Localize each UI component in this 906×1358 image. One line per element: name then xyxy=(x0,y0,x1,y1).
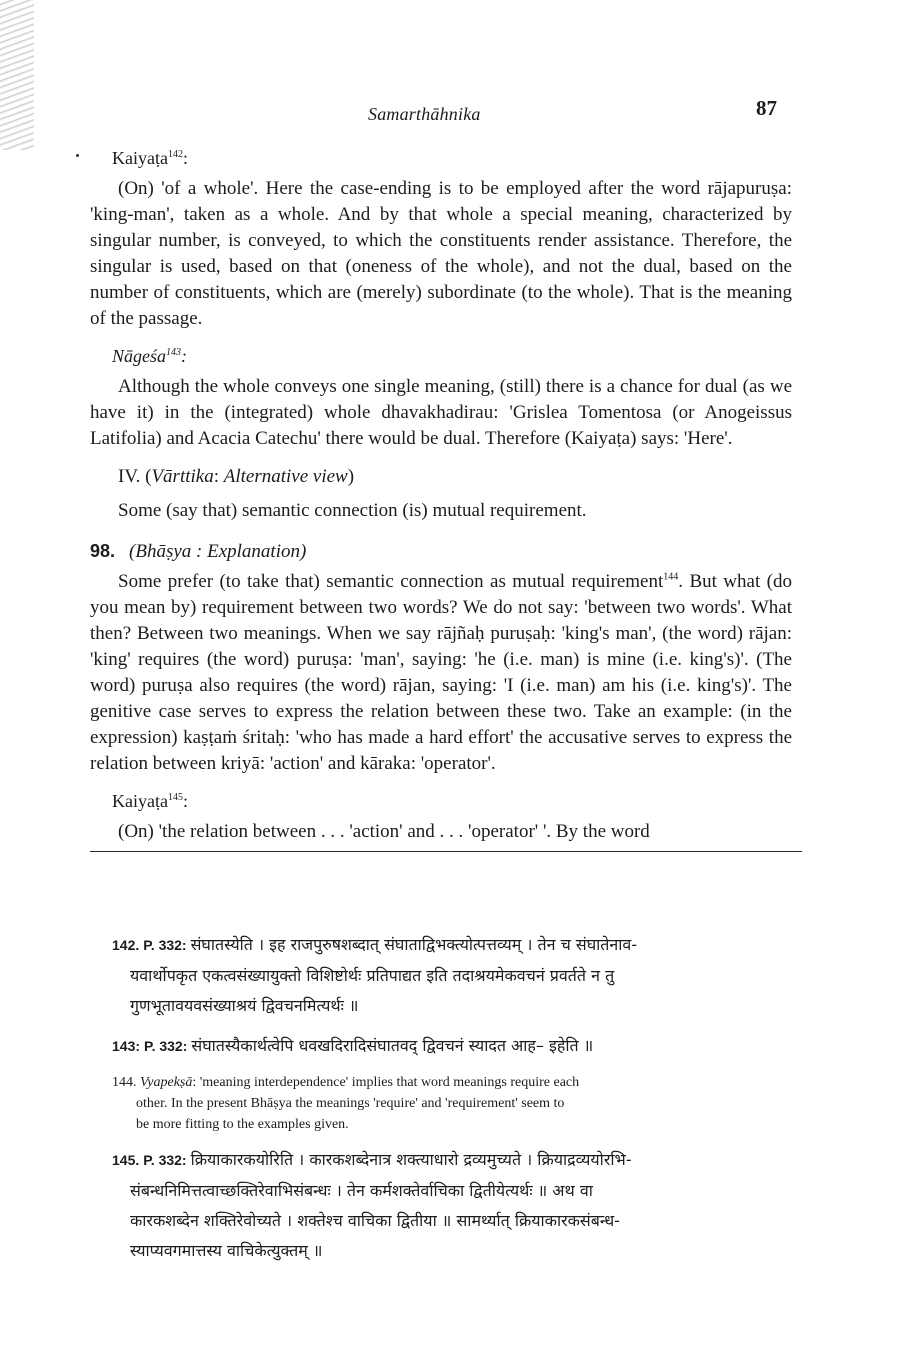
label-colon: : xyxy=(181,346,187,366)
scan-edge-artifact xyxy=(0,0,34,150)
footnote-line: यवार्थोपकृत एकत्वसंख्यायुक्तो विशिष्टोर्थः प्रतिपाद्यत इति तदाश्रयमेकवचनं प्रवर्तते न तु xyxy=(130,966,615,985)
footnote-first-line xyxy=(112,1031,806,1062)
footnote-line: : 'meaning interdependence' implies that word meanings require each xyxy=(192,1075,580,1090)
footnote-line: संघातस्यैकार्थत्वेपि धवखदिरादिसंघातवद् द्विवचनं स्यादत आह– इहेति ॥ xyxy=(191,1036,594,1055)
footnote-ref-142: 142 xyxy=(167,149,183,160)
footnote-ref-143: 143 xyxy=(166,347,181,358)
footnote-first-line xyxy=(112,1145,806,1176)
footnote-ref: P. 332: xyxy=(143,937,187,953)
footnote-number: 145. xyxy=(112,1152,140,1168)
footnote-ref: P. 332: xyxy=(144,1038,188,1054)
footnote-142 xyxy=(112,930,806,1021)
footnote-line: संघातस्येति । इह राजपुरुषशब्दात् संघाताद्विभक्त्योत्पत्तव्यम् । तेन च संघातेनाव- xyxy=(190,935,638,954)
page-number: 87 xyxy=(756,96,777,120)
footnote-143 xyxy=(112,1031,806,1062)
margin-dot xyxy=(76,154,79,157)
label-colon: : xyxy=(182,791,188,811)
footnote-line: other. In the present Bhāṣya the meanings 'require' and 'requirement' seem to xyxy=(136,1096,565,1111)
heading-subtitle: Alternative view xyxy=(223,466,348,487)
kaiyata-142-label xyxy=(112,146,792,170)
section-number: 98. xyxy=(90,541,116,561)
section-title: (Bhāṣya : Explanation) xyxy=(129,541,307,562)
footnote-number: 143: xyxy=(112,1038,141,1054)
footnote-line: क्रियाकारकयोरिति । कारकशब्देनात्र शक्त्याधारो द्रव्यमुच्यते । क्रियाद्रव्ययोरभि- xyxy=(190,1150,632,1169)
nagesa-143-paragraph: Although the whole conveys one single meaning, (still) there is a chance for dual (as we have it) in the (integrated) whole dhavakhadirau: 'Grislea Tomentosa (or Anogeissus Latifolia) and Acacia Catechu' there would be dual. Therefore (Kaiyaṭa) says: 'Here'. xyxy=(90,376,792,449)
footnote-divider xyxy=(90,851,802,852)
footnote-line: गुणभूतावयवसंख्याश्रयं द्विवचनमित्यर्थः ॥ xyxy=(130,996,359,1015)
footnote-first-line xyxy=(112,930,806,961)
footnote-line: संबन्धनिमित्तत्वाच्छक्तिरेवाभिसंबन्धः । तेन कर्मशक्तेर्वाचिका द्वितीयेत्यर्थः ॥ अथ वा xyxy=(130,1181,593,1200)
running-title: Samarthāhnika xyxy=(368,104,481,124)
main-text xyxy=(90,146,792,870)
vartika-iv-paragraph: Some (say that) semantic connection (is) mutual requirement. xyxy=(118,500,587,521)
label-text: Nāgeśa xyxy=(112,346,166,366)
kaiyata-142-paragraph: (On) 'of a whole'. Here the case-ending is to be employed after the word rājapuruṣa: 'king-man', taken as a whole. And by that whole a special meaning, characterized by singular number, is conveyed, to which the constituents render assistance. Therefore, the singular is used, based on that (oneness of the whole), and not the dual, based on the number of constituents, which are (merely) subordinate (to the whole). That is the meaning of the passage. xyxy=(90,178,792,329)
footnote-number: 144. xyxy=(112,1075,137,1090)
footnote-line: स्याप्यवगमात्तस्य वाचिकेत्युक्तम् ॥ xyxy=(130,1241,323,1260)
footnote-144 xyxy=(112,1072,806,1135)
vartika-iv-heading xyxy=(118,464,792,490)
footnote-line: कारकशब्देन शक्तिरेवोच्यते । शक्तेश्च वाचिका द्वितीया ॥ सामर्थ्यात् क्रियाकारकसंबन्ध- xyxy=(130,1211,620,1230)
footnote-ref-145: 145 xyxy=(167,792,183,803)
label-text: Kaiyaṭa xyxy=(112,148,168,168)
label-text: Kaiyaṭa xyxy=(112,791,168,811)
heading-paren-open: ( xyxy=(145,466,152,487)
section-98-paragraph xyxy=(90,569,792,777)
nagesa-143-label xyxy=(112,344,792,368)
footnotes xyxy=(112,930,806,1276)
kaiyata-145-label xyxy=(112,789,792,813)
kaiyata-145-paragraph: (On) 'the relation between . . . 'action' and . . . 'operator' '. By the word xyxy=(118,821,650,842)
paragraph-part-2: . But what (do you mean by) requirement between two words? We do not say: 'between two words'. What then? Between two meanings. When we say rājñaḥ puruṣaḥ: 'king's man', (the word) rājan: 'king' requires (the word) puruṣa: 'man', saying: 'he (i.e. man) is mine (i.e. king's)'. (The word) puruṣa also requires (the word) rājan, saying: 'I (i.e. man) am his (i.e. king's)'. The genitive case serves to express the relation between these two. Take an example: (in the expression) kaṣṭaṁ śritaḥ: 'who has made a hard effort' the accusative serves to express the relation between kriyā: 'action' and kāraka: 'operator'. xyxy=(90,571,792,774)
heading-separator: : xyxy=(213,466,219,487)
footnote-line: be more fitting to the examples given. xyxy=(136,1117,349,1132)
footnote-first-line xyxy=(112,1072,806,1093)
footnote-ref-144: 144 xyxy=(663,571,679,583)
heading-title: Vārttika xyxy=(151,466,214,487)
paragraph-part-1: Some prefer (to take that) semantic connection as mutual requirement xyxy=(118,571,664,592)
footnote-number: 142. xyxy=(112,937,140,953)
footnote-ref: P. 332: xyxy=(143,1152,187,1168)
footnote-145 xyxy=(112,1145,806,1266)
label-colon: : xyxy=(182,148,188,168)
section-98-heading xyxy=(90,538,792,565)
footnote-term: Vyapekṣā xyxy=(140,1075,193,1090)
heading-paren-close: ) xyxy=(347,466,355,487)
heading-numeral: IV. xyxy=(118,466,141,487)
